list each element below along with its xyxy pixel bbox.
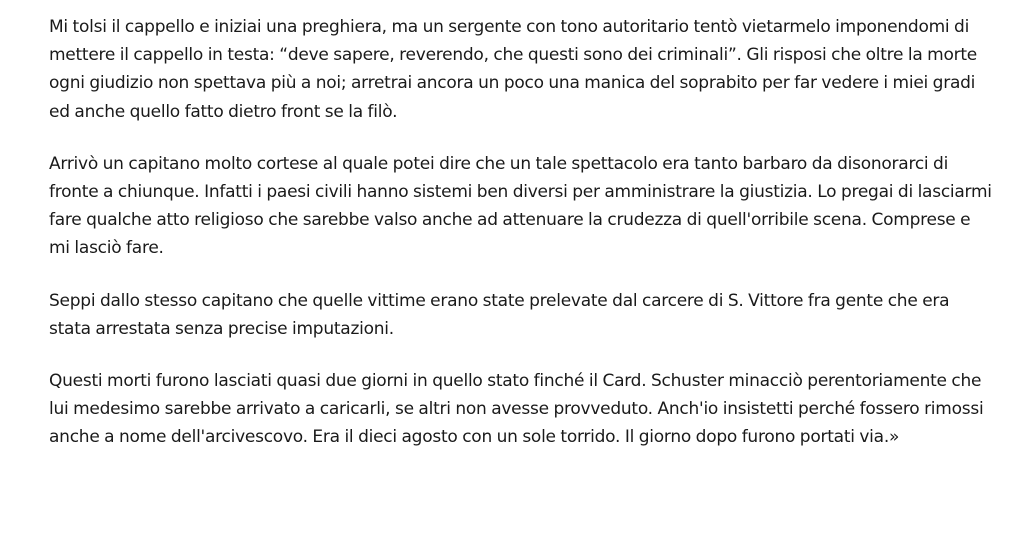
paragraph-3: Seppi dallo stesso capitano che quelle vittime erano state prelevate dal carcere di S. Vittore fra gente che era stata arrestata senza precise imputazioni. bbox=[49, 290, 950, 339]
paragraph-1: Mi tolsi il cappello e iniziai una preghiera, ma un sergente con tono autoritario tentò vietarmelo imponendomi di mettere il cappello in testa: “deve sapere, reverendo, che questi sono dei criminali”. Gli risposi che oltre la morte ogni giudizio non spettava più a noi; arretrai ancora un poco una manica del soprabito per far vedere i miei gradi ed anche quello fatto dietro front se la filò. bbox=[49, 17, 977, 122]
article-body bbox=[49, 13, 994, 476]
paragraph-4: Questi morti furono lasciati quasi due giorni in quello stato finché il Card. Schuster minacciò perentoriamente che lui medesimo sarebbe arrivato a caricarli, se altri non avesse provveduto. Anch'io insistetti perché fossero rimossi anche a nome dell'arcivescovo. Era il dieci agosto con un sole torrido. Il giorno dopo furono portati via.» bbox=[49, 371, 984, 448]
paragraph-2: Arrivò un capitano molto cortese al quale potei dire che un tale spettacolo era tanto barbaro da disonorarci di fronte a chiunque. Infatti i paesi civili hanno sistemi ben diversi per amministrare la giustizia. Lo pregai di lasciarmi fare qualche atto religioso che sarebbe valso anche ad attenuare la crudezza di quell'orribile scena. Comprese e mi lasciò fare. bbox=[49, 153, 992, 259]
